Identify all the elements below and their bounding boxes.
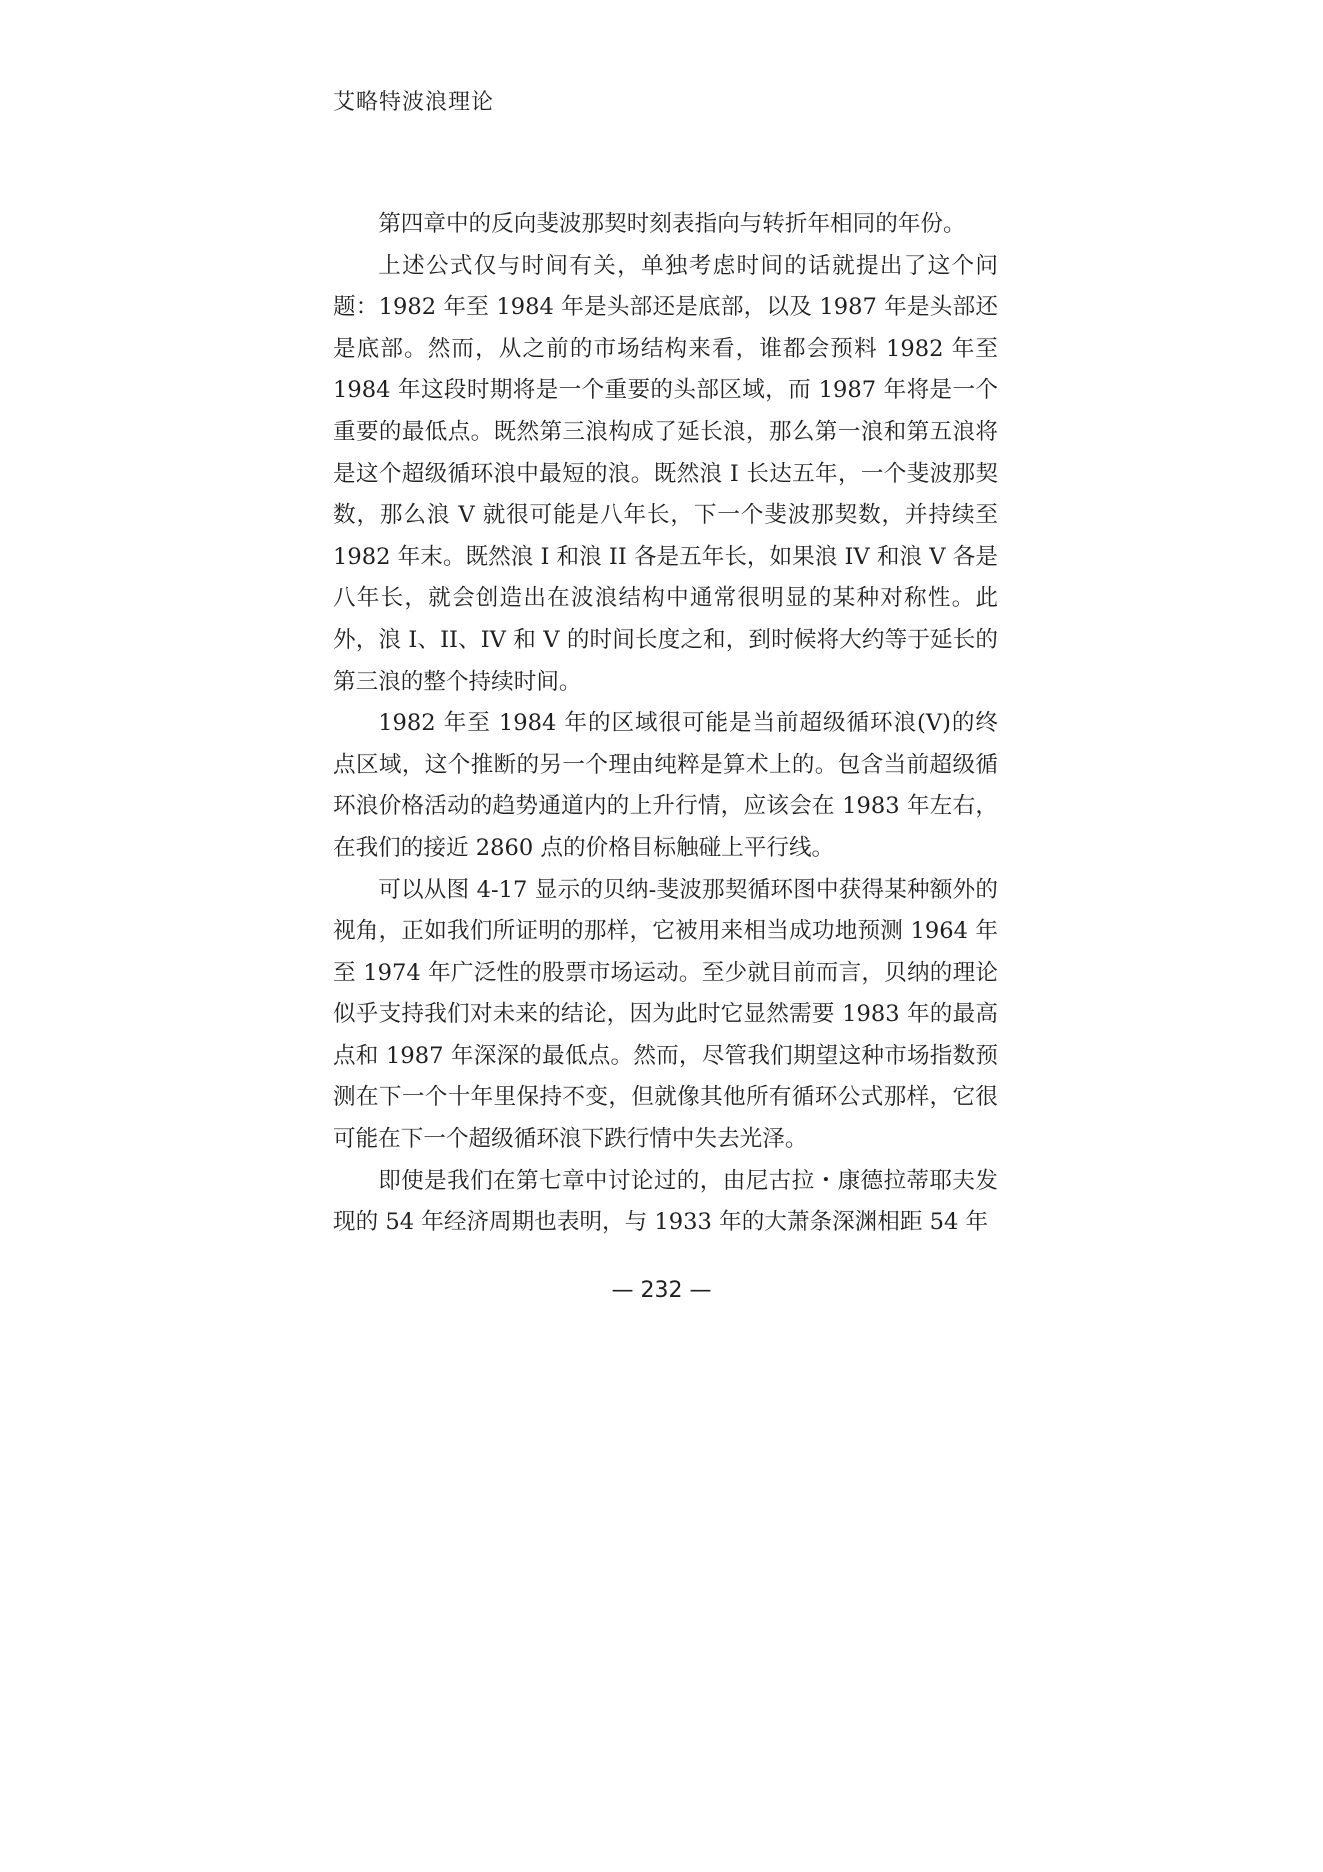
paragraph: 即使是我们在第七章中讨论过的，由尼古拉・康德拉蒂耶夫发现的 54 年经济周期也表明，与 1933 年的大萧条深渊相距 54 年 (333, 1167, 998, 1236)
body-text (333, 204, 998, 1244)
page-number: — 232 — (611, 1278, 712, 1303)
paragraph: 上述公式仅与时间有关，单独考虑时间的话就提出了这个问题：1982 年至 1984 年是头部还是底部，以及 1987 年是头部还是底部。然而，从之前的市场结构来看，谁都会预料 1982 年至 1984 年这段时期将是一个重要的头部区域，而 1987 年将是一个重要的最低点。既然第三浪构成了延长浪，那么第一浪和第五浪将是这个超级循环浪中最短的浪。既然浪 I 长达五年，一个斐波那契数，那么浪 V 就很可能是八年长，下一个斐波那契数，并持续至 1982 年末。既然浪 I 和浪 II 各是五年长，如果浪 IV 和浪 V 各是八年长，就会创造出在波浪结构中通常很明显的某种对称性。此外，浪 I、II、IV 和 V 的时间长度之和，到时候将大约等于延长的第三浪的整个持续时间。 (333, 252, 998, 695)
book-title: 艾略特波浪理论 (333, 90, 495, 115)
paragraph: 第四章中的反向斐波那契时刻表指向与转折年相同的年份。 (378, 211, 966, 237)
paragraph: 可以从图 4-17 显示的贝纳-斐波那契循环图中获得某种额外的视角，正如我们所证明的那样，它被用来相当成功地预测 1964 年至 1974 年广泛性的股票市场运动。至少就目前而言，贝纳的理论似乎支持我们对未来的结论，因为此时它显然需要 1983 年的最高点和 1987 年深深的最低点。然而，尽管我们期望这种市场指数预测在下一个十年里保持不变，但就像其他所有循环公式那样，它很可能在下一个超级循环浪下跌行情中失去光泽。 (333, 876, 998, 1153)
running-header (333, 88, 494, 118)
paragraph: 1982 年至 1984 年的区域很可能是当前超级循环浪(V)的终点区域，这个推断的另一个理由纯粹是算术上的。包含当前超级循环浪价格活动的趋势通道内的上升行情，应该会在 1983 年左右，在我们的接近 2860 点的价格目标触碰上平行线。 (333, 710, 998, 861)
